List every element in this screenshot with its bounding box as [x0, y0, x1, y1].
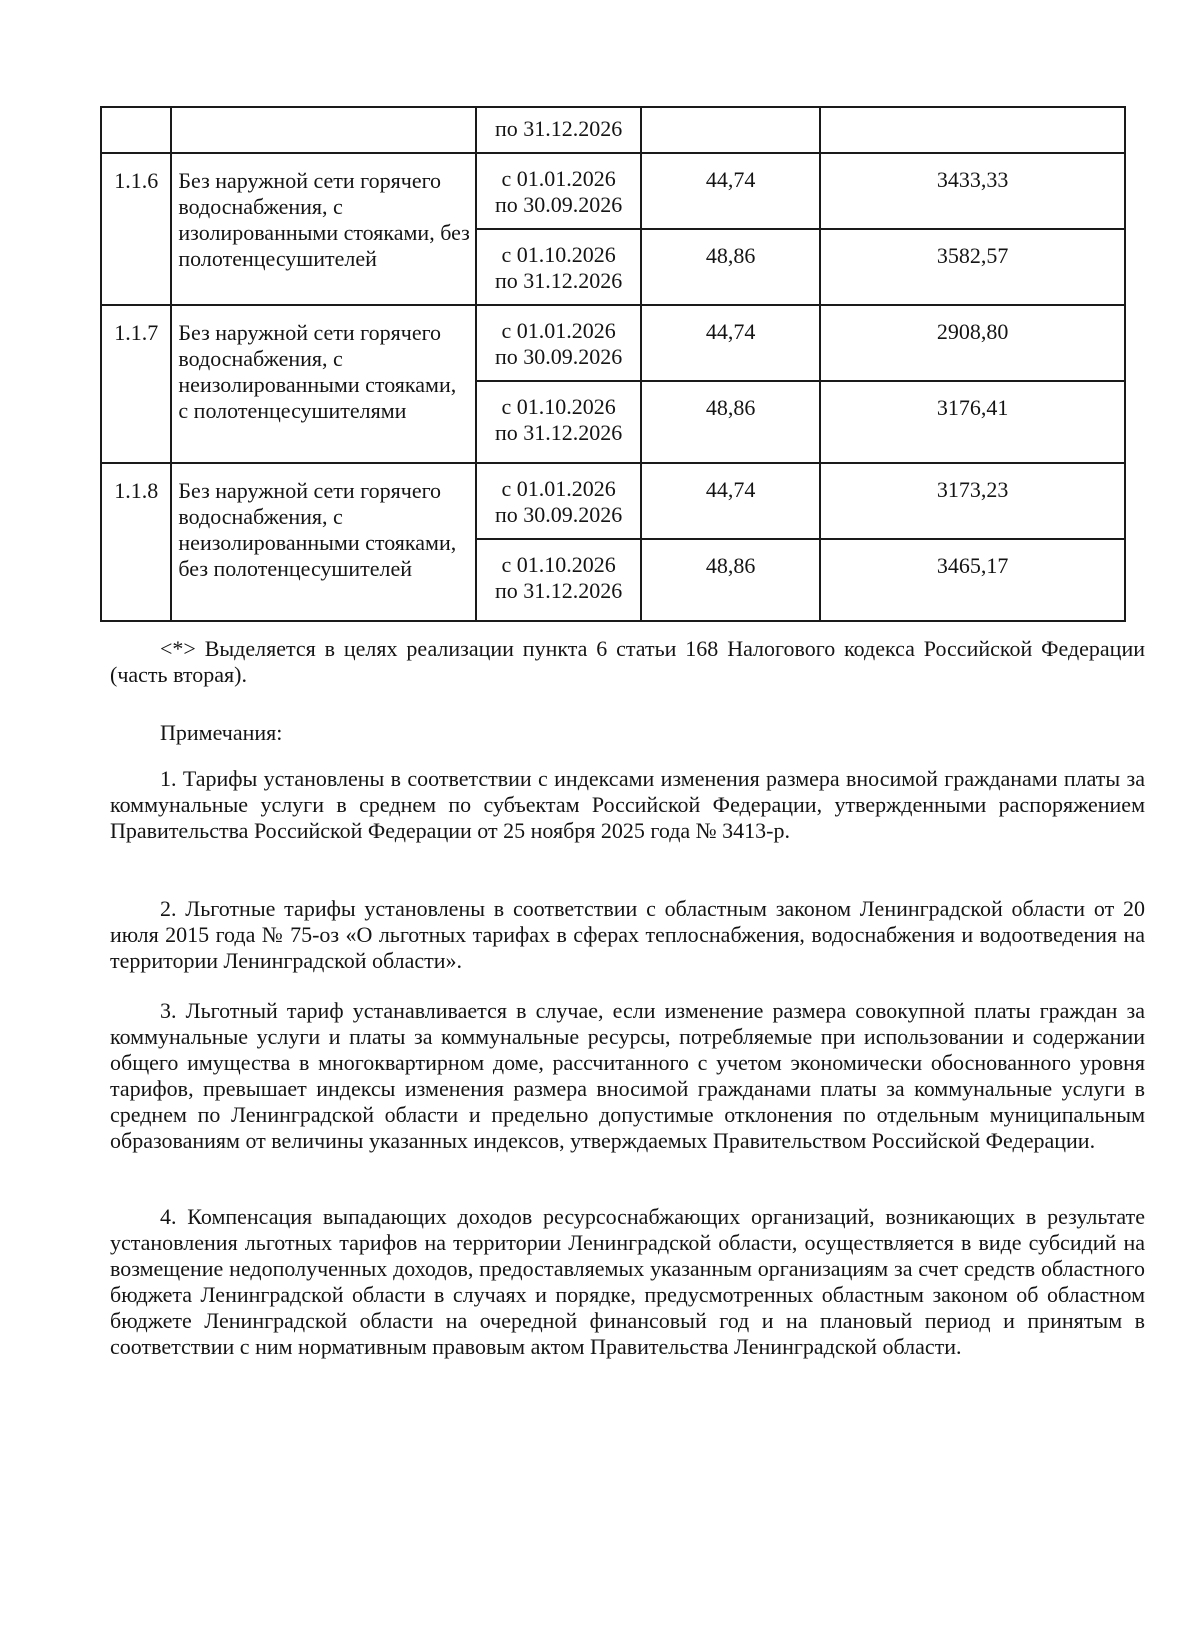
tariff-cell — [641, 463, 820, 539]
period-cell — [476, 107, 641, 153]
description-cell — [171, 463, 476, 621]
period-to: по 30.09.2026 — [495, 344, 623, 369]
tariff-cell — [641, 229, 820, 305]
value-cell — [820, 305, 1125, 381]
description-cell — [171, 305, 476, 463]
tariff-value: 48,86 — [705, 243, 756, 268]
period-cell — [476, 153, 641, 229]
note-text: 2. Льготные тарифы установлены в соответствии с областным законом Ленинградской области от 20 июля 2015 года № 75-оз «О льготных тарифах в сферах теплоснабжения, водоснабжения и водоотведения на территории Ленинградской области». — [110, 896, 1145, 973]
note-text: 3. Льготный тариф устанавливается в случае, если изменение размера совокупной платы граждан за коммунальные услуги и платы за коммунальные ресурсы, потребляемые при использовании и содержании общего имущества в многоквартирном доме, рассчитанного с учетом экономически обоснованного уровня тарифов, превышает индексы изменения размера вносимой гражданами платы за коммунальные услуги в среднем по Ленинградской области и предельно допустимые отклонения по отдельным муниципальным образованиям от величины указанных индексов, утверждаемых Правительством Российской Федерации. — [110, 998, 1145, 1153]
description-cell — [171, 107, 476, 153]
amount-value: 3582,57 — [936, 243, 1009, 268]
number-cell — [101, 305, 171, 463]
value-cell — [820, 107, 1125, 153]
number-cell — [101, 153, 171, 305]
row-number: 1.1.6 — [114, 168, 159, 193]
period-from: с 01.10.2026 — [501, 552, 616, 577]
period-from: с 01.01.2026 — [501, 476, 616, 501]
period-cell — [476, 381, 641, 463]
value-cell — [820, 153, 1125, 229]
period-to: по 31.12.2026 — [495, 116, 623, 141]
row-description: Без наружной сети горячего водоснабжения, с изолированными стояками, без полотенцесушителей — [178, 168, 470, 271]
row-description: Без наружной сети горячего водоснабжения, с неизолированными стояками, с полотенцесушителями — [178, 320, 457, 423]
tariff-value: 44,74 — [705, 167, 756, 192]
table-row — [101, 153, 1125, 229]
tariff-cell — [641, 539, 820, 621]
period-to: по 31.12.2026 — [495, 578, 623, 603]
period-from: с 01.01.2026 — [501, 318, 616, 343]
tariff-value: 44,74 — [705, 477, 756, 502]
period-from: с 01.10.2026 — [501, 242, 616, 267]
tariff-cell — [641, 381, 820, 463]
value-cell — [820, 381, 1125, 463]
notes-heading-text: Примечания: — [160, 720, 283, 745]
tariff-cell — [641, 153, 820, 229]
period-cell — [476, 463, 641, 539]
value-cell — [820, 229, 1125, 305]
period-cell — [476, 305, 641, 381]
tariff-value: 44,74 — [705, 319, 756, 344]
table-row — [101, 107, 1125, 153]
period-cell — [476, 229, 641, 305]
period-to: по 30.09.2026 — [495, 502, 623, 527]
row-number: 1.1.8 — [114, 478, 159, 503]
note-4 — [110, 1204, 1145, 1360]
period-to: по 31.12.2026 — [495, 268, 623, 293]
value-cell — [820, 463, 1125, 539]
number-cell — [101, 463, 171, 621]
number-cell — [101, 107, 171, 153]
period-cell — [476, 539, 641, 621]
row-description: Без наружной сети горячего водоснабжения, с неизолированными стояками, без полотенцесушителей — [178, 478, 457, 581]
amount-value: 2908,80 — [936, 319, 1009, 344]
row-number: 1.1.7 — [114, 320, 159, 345]
tariff-value: 48,86 — [705, 553, 756, 578]
amount-value: 3176,41 — [936, 395, 1009, 420]
amount-value: 3465,17 — [936, 553, 1009, 578]
table-row — [101, 305, 1125, 381]
tariff-cell — [641, 107, 820, 153]
tariff-value: 48,86 — [705, 395, 756, 420]
period-to: по 31.12.2026 — [495, 420, 623, 445]
note-3 — [110, 998, 1145, 1154]
value-cell — [820, 539, 1125, 621]
amount-value: 3173,23 — [936, 477, 1009, 502]
note-text: 4. Компенсация выпадающих доходов ресурсоснабжающих организаций, возникающих в результате установления льготных тарифов на территории Ленинградской области, осуществляется в виде субсидий на возмещение недополученных доходов, предоставляемых указанным организациям за счет средств областного бюджета Ленинградской области в случаях и порядке, предусмотренных областным законом об областном бюджете Ленинградской области на очередной финансовый год и на плановый период и принятым в соответствии с ним нормативным правовым актом Правительства Ленинградской области. — [110, 1204, 1145, 1359]
table-row — [101, 463, 1125, 539]
footnote — [110, 636, 1145, 688]
note-text: 1. Тарифы установлены в соответствии с индексами изменения размера вносимой гражданами платы за коммунальные услуги в среднем по субъектам Российской Федерации, утвержденными распоряжением Правительства Российской Федерации от 25 ноября 2025 года № 3413-р. — [110, 766, 1145, 843]
amount-value: 3433,33 — [936, 167, 1009, 192]
period-from: с 01.10.2026 — [501, 394, 616, 419]
tariff-table — [100, 106, 1126, 622]
notes-heading — [110, 720, 1145, 746]
note-2 — [110, 896, 1145, 974]
tariff-cell — [641, 305, 820, 381]
period-from: с 01.01.2026 — [501, 166, 616, 191]
description-cell — [171, 153, 476, 305]
note-1 — [110, 766, 1145, 844]
period-to: по 30.09.2026 — [495, 192, 623, 217]
footnote-text: <*> Выделяется в целях реализации пункта 6 статьи 168 Налогового кодекса Российской Федерации (часть вторая). — [110, 636, 1145, 687]
